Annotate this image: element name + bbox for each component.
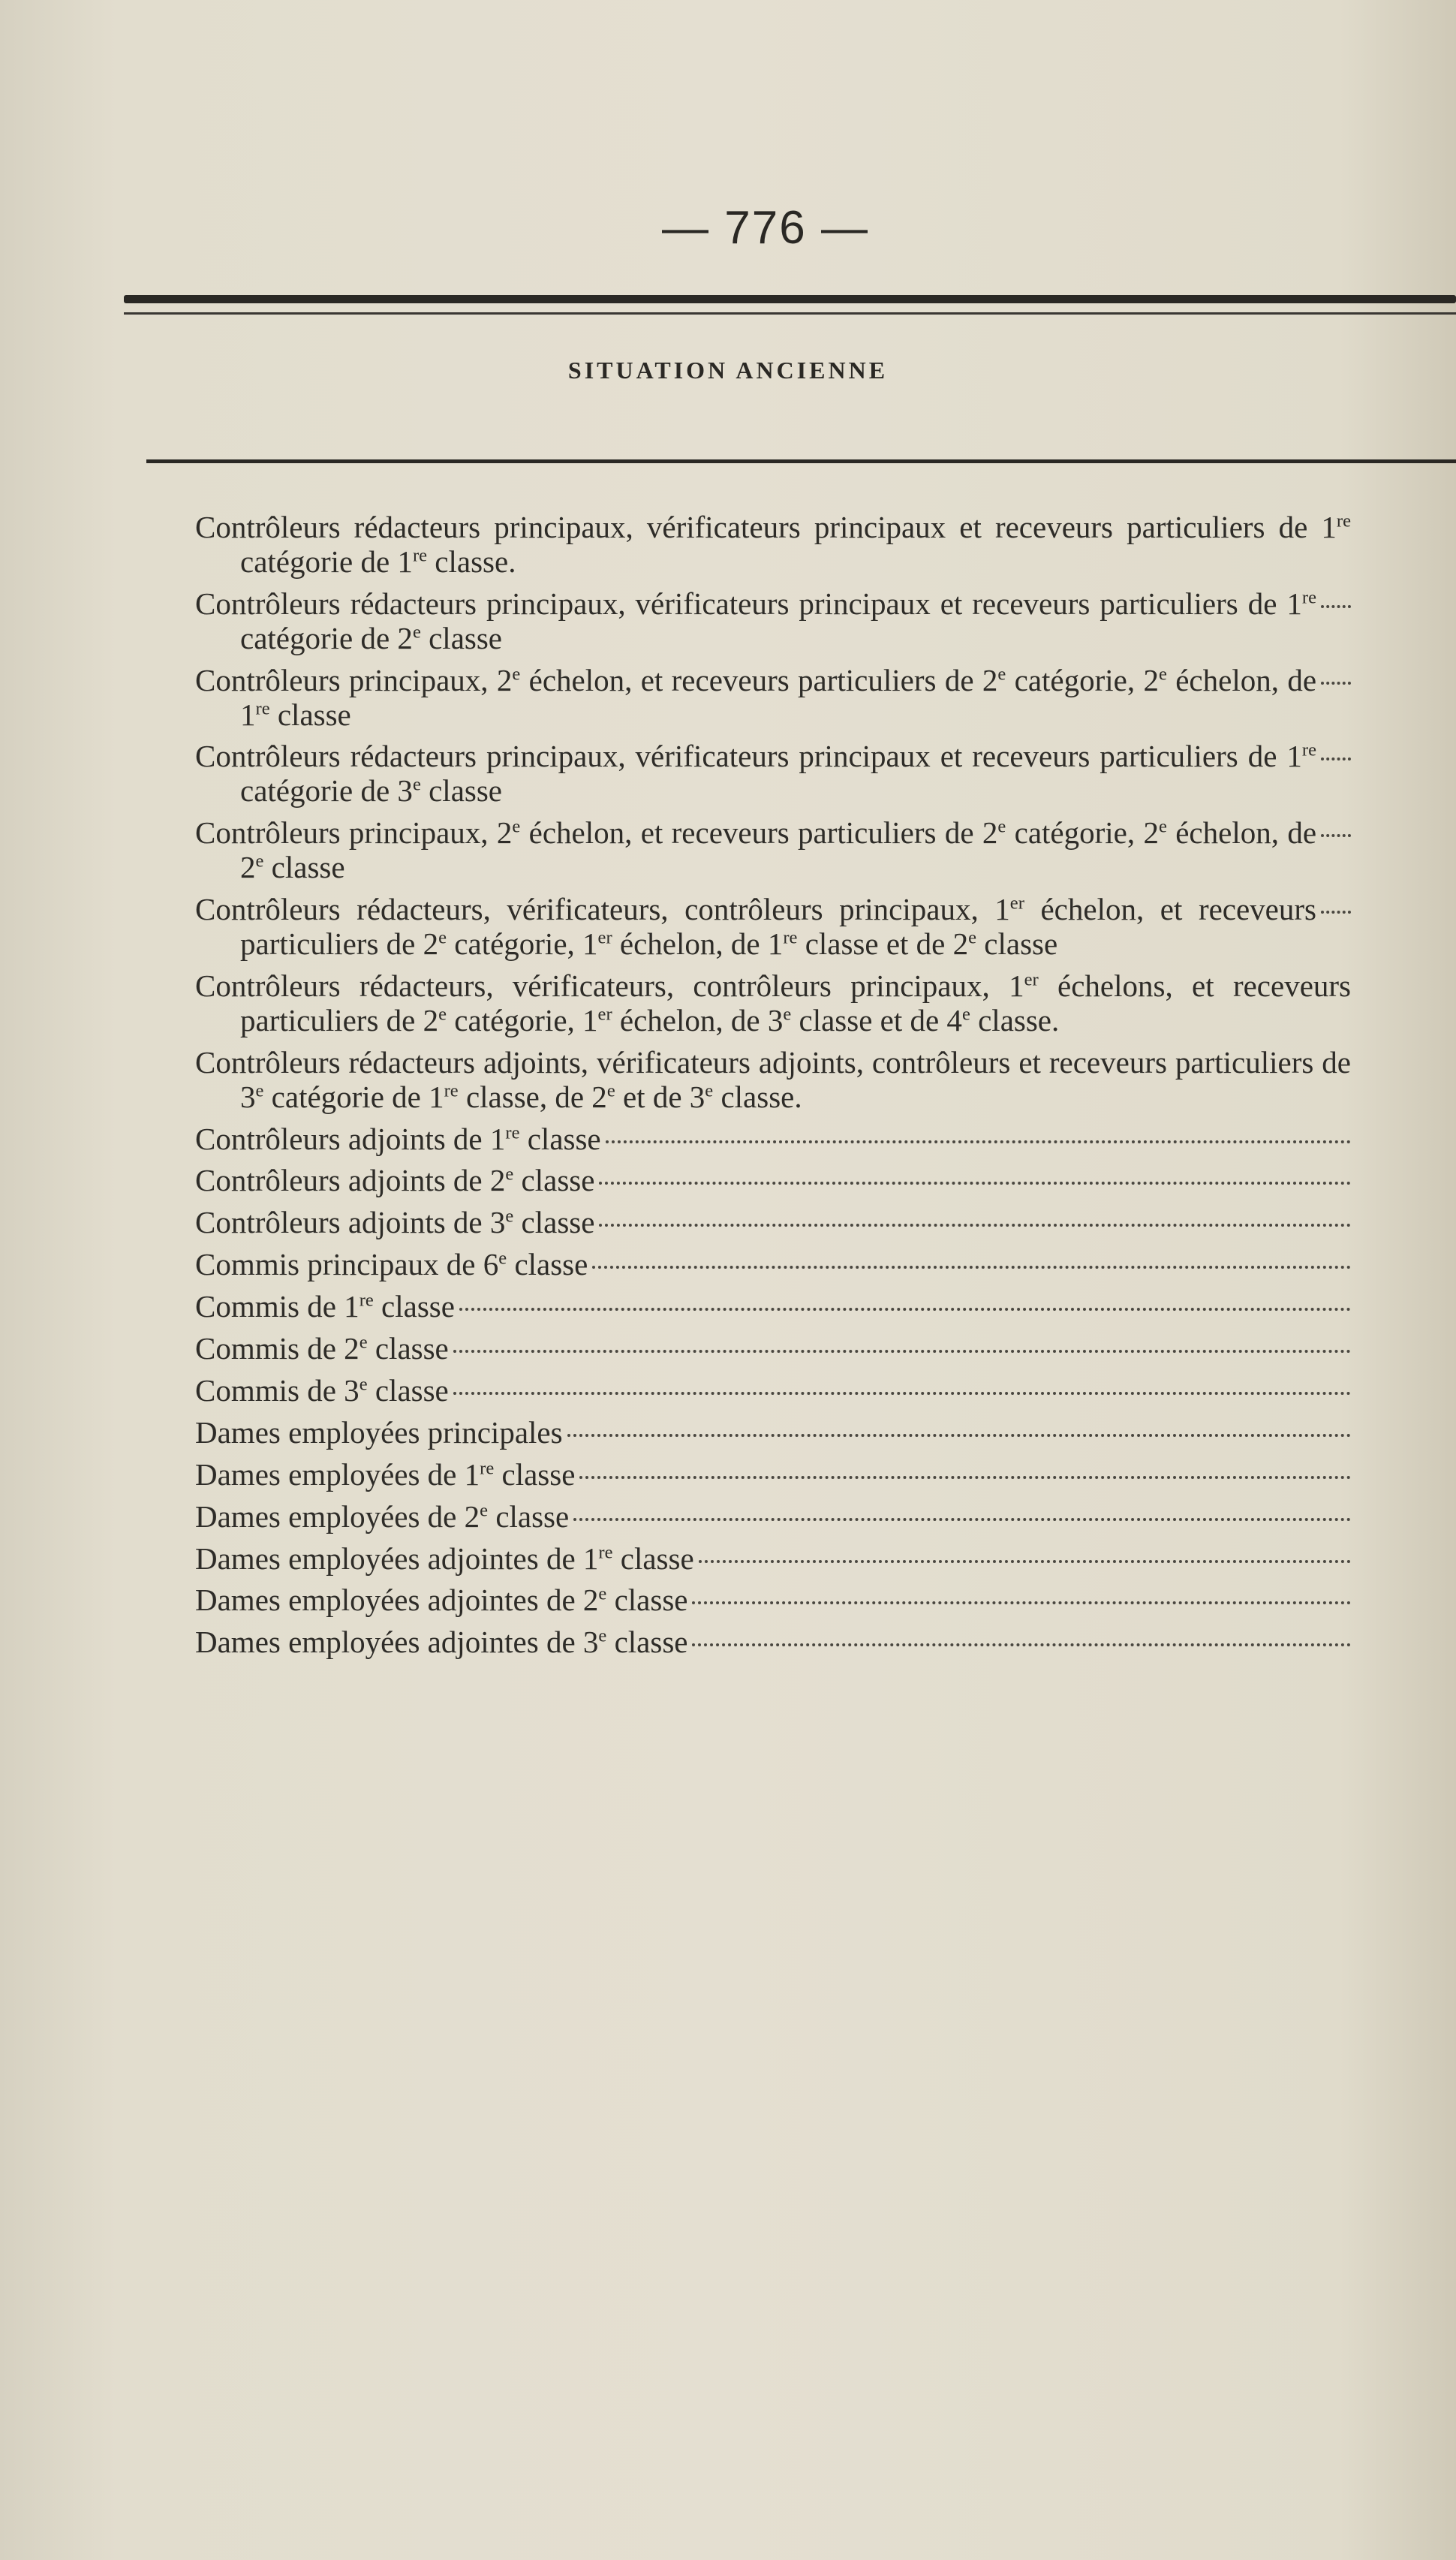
grade-label: Dames employées de 2e classe (195, 1498, 570, 1534)
section-rule (146, 459, 1456, 463)
grade-label: Dames employées de 1re classe (195, 1456, 576, 1492)
dot-leader (453, 1392, 1351, 1395)
grade-label: Commis principaux de 6e classe (195, 1247, 588, 1282)
list-item (195, 1458, 1351, 1492)
grade-label: Contrôleurs adjoints de 2e classe (195, 1163, 595, 1198)
dot-leader (699, 1560, 1351, 1563)
header-rule-thick (124, 295, 1456, 303)
header-rule-thin (124, 312, 1456, 315)
dot-leader (692, 1643, 1351, 1646)
grade-label: Commis de 2e classe (195, 1331, 449, 1366)
list-item (195, 1500, 1351, 1534)
grade-label: Contrôleurs adjoints de 3e classe (195, 1205, 595, 1240)
page-number: — 776 — (662, 202, 869, 254)
dot-leader (579, 1476, 1351, 1479)
list-item (195, 587, 1351, 656)
grade-label: Commis de 1re classe (195, 1289, 455, 1324)
grade-label: Dames employées adjointes de 1re classe (195, 1541, 694, 1576)
list-item (195, 1164, 1351, 1198)
list-item (195, 816, 1351, 885)
list-item (195, 1374, 1351, 1408)
grade-label: Contrôleurs principaux, 2e échelon, et receveurs particuliers de 2e catégorie, 2e échelon, de 2e classe (195, 815, 1317, 885)
grade-label: Contrôleurs rédacteurs principaux, vérificateurs principaux et receveurs particuliers de 1re catégorie de 1re classe. (195, 510, 1351, 579)
dot-leader (1321, 834, 1351, 837)
list-item (195, 1625, 1351, 1660)
grade-label: Contrôleurs rédacteurs, vérificateurs, contrôleurs principaux, 1er échelon, et receveurs particuliers de 2e catégorie, 1er échelon, de 1re classe et de 2e classe (195, 892, 1316, 961)
dot-leader (606, 1140, 1351, 1143)
grade-label: Contrôleurs rédacteurs adjoints, vérificateurs adjoints, contrôleurs et receveurs particuliers de 3e catégorie de 1re classe, de 2e et de 3e classe. (195, 1044, 1351, 1114)
grade-label: Dames employées adjointes de 3e classe (195, 1625, 688, 1660)
list-item (195, 1122, 1351, 1157)
dot-leader (592, 1266, 1351, 1269)
dot-leader (573, 1518, 1351, 1521)
grade-list (195, 510, 1351, 1667)
dot-leader (1321, 682, 1351, 685)
dot-leader (692, 1601, 1351, 1604)
list-item (195, 1542, 1351, 1577)
list-item (195, 1416, 1351, 1450)
list-item (195, 1046, 1351, 1115)
list-item (195, 1290, 1351, 1324)
dot-leader (453, 1350, 1351, 1353)
list-item (195, 893, 1351, 962)
dot-leader (599, 1182, 1351, 1185)
dot-leader (1321, 757, 1351, 760)
grade-label: Contrôleurs rédacteurs principaux, vérificateurs principaux et receveurs particuliers de 1re catégorie de 2e classe (195, 586, 1316, 655)
grade-label: Contrôleurs rédacteurs, vérificateurs, contrôleurs principaux, 1er échelons, et receveurs particuliers de 2e catégorie, 1er échelon, de 3e classe et de 4e classe. (195, 968, 1351, 1038)
dot-leader (567, 1434, 1351, 1437)
list-item (195, 969, 1351, 1038)
list-item (195, 1332, 1351, 1366)
dot-leader (599, 1224, 1351, 1227)
grade-label: Commis de 3e classe (195, 1372, 449, 1408)
list-item (195, 510, 1351, 580)
grade-label: Contrôleurs adjoints de 1re classe (195, 1121, 601, 1156)
list-item (195, 739, 1351, 809)
section-title: SITUATION ANCIENNE (567, 357, 889, 384)
dot-leader (1321, 605, 1351, 608)
list-item (195, 1583, 1351, 1618)
dot-leader (1321, 911, 1351, 914)
dot-leader (459, 1308, 1351, 1311)
list-item (195, 664, 1351, 733)
list-item (195, 1248, 1351, 1282)
grade-label: Dames employées adjointes de 2e classe (195, 1583, 688, 1618)
grade-label: Dames employées principales (195, 1414, 563, 1450)
list-item (195, 1206, 1351, 1240)
grade-label: Contrôleurs principaux, 2e échelon, et receveurs particuliers de 2e catégorie, 2e échelon, de 1re classe (195, 662, 1317, 732)
grade-label: Contrôleurs rédacteurs principaux, vérificateurs principaux et receveurs particuliers de 1re catégorie de 3e classe (195, 739, 1316, 809)
